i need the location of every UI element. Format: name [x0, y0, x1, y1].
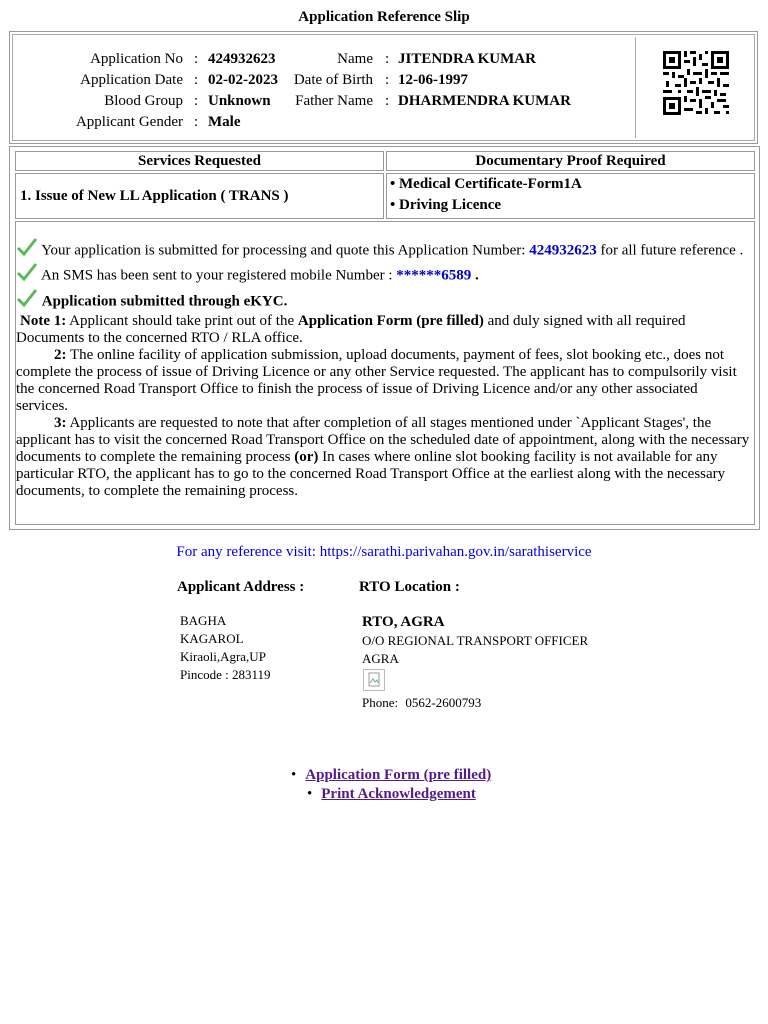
applicant-details-box — [9, 31, 758, 144]
address-line: BAGHA — [180, 613, 227, 628]
ekyc-text: Application submitted through eKYC. — [41, 293, 288, 310]
blood-group-label: Blood Group — [104, 93, 183, 109]
note-3 — [16, 415, 751, 500]
sms-text-end: . — [475, 267, 479, 284]
note-1-form: Application Form (pre filled) — [297, 313, 484, 329]
check-icon — [16, 237, 38, 257]
sms-text: An SMS has been sent to your registered mobile Number : — [40, 267, 393, 284]
note-2-text: The online facility of application submission, upload documents, payment of fees, slot booking etc., does not complete the process of issue of Driving Licence or any other Service requested. The applicant has to compulsorily visit the concerned Road Transport Office to finish the process of issue of Driving Licence and/or any other associated services. — [16, 347, 737, 414]
colon: : — [385, 93, 390, 109]
father-name-label: Father Name — [295, 93, 373, 109]
rto-heading: RTO Location : — [359, 579, 460, 595]
note-1-label: Note 1: — [20, 313, 67, 329]
note-3-label: 3: — [54, 415, 67, 431]
application-number-highlight: 424932623 — [529, 242, 597, 259]
applicant-details-inner — [12, 34, 755, 141]
gender-label: Applicant Gender — [75, 114, 183, 130]
note-1 — [16, 313, 751, 347]
qr-cell — [635, 37, 752, 138]
sms-message — [16, 266, 751, 286]
colon: : — [385, 72, 390, 88]
note-1-text: Applicant should take print out of the — [69, 313, 295, 329]
address-line: KAGAROL — [180, 631, 244, 646]
bullet: • — [307, 786, 313, 802]
proof-header: Documentary Proof Required — [386, 151, 755, 171]
link-item — [307, 786, 476, 803]
colon: : — [385, 51, 390, 67]
application-date-value: 02-02-2023 — [208, 72, 278, 88]
ekyc-message — [16, 292, 751, 312]
note-2 — [16, 347, 751, 415]
note-3-text: Applicants are requested to note that after completion of all stages mentioned under `Applicant Stages', the applicant has to visit the concerned Road Transport Office on the scheduled date of appointment, along with the necessary documents to complete the remaining process — [16, 415, 750, 465]
colon: : — [194, 72, 199, 88]
dob-label: Date of Birth — [293, 72, 373, 88]
application-form-link[interactable]: Application Form (pre filled) — [305, 767, 492, 783]
phone-value: 0562-2600793 — [405, 695, 482, 710]
proof-cell — [386, 173, 755, 219]
note-3-text-end: In cases where online slot booking facility is not available for any particular RTO, the applicant has to go to the concerned Road Transport Office at the earliest along with the necessary documents, to complete the remaining process. — [16, 449, 726, 499]
check-icon — [16, 288, 38, 308]
application-no-value: 424932623 — [208, 51, 276, 67]
address-heading: Applicant Address : — [177, 579, 305, 595]
note-2-label: 2: — [54, 347, 67, 363]
rto-office: O/O REGIONAL TRANSPORT OFFICER — [362, 633, 589, 648]
proof-item: • Medical Certificate-Form1A — [390, 176, 582, 192]
application-date-label: Application Date — [80, 72, 183, 88]
services-header: Services Requested — [15, 151, 384, 171]
proof-item: • Driving Licence — [390, 197, 502, 213]
application-no-label: Application No — [90, 51, 183, 67]
phone-label: Phone: — [362, 695, 399, 710]
name-value: JITENDRA KUMAR — [398, 51, 536, 67]
gender-value: Male — [208, 114, 241, 130]
rto-block — [362, 613, 588, 668]
broken-image-icon — [363, 669, 385, 691]
mobile-number: ******6589 — [396, 267, 472, 284]
service-item: 1. Issue of New LL Application ( TRANS ) — [20, 188, 289, 204]
colon: : — [194, 51, 199, 67]
address-line: Kiraoli,Agra,UP — [180, 649, 266, 664]
blood-group-value: Unknown — [208, 93, 271, 109]
applicant-info-right — [283, 49, 633, 113]
page-title: Application Reference Slip — [298, 9, 470, 25]
colon: : — [194, 114, 199, 130]
father-name-value: DHARMENDRA KUMAR — [398, 93, 571, 109]
address-block — [180, 612, 271, 684]
note-1-text-end: and duly signed with all required Documents to the concerned RTO / RLA office. — [16, 313, 686, 346]
bullet: • — [291, 767, 297, 783]
qr-code-icon — [662, 50, 730, 116]
link-item — [291, 767, 491, 784]
reference-link[interactable]: For any reference visit: https://sarathi.parivahan.gov.in/sarathiservice — [176, 544, 592, 560]
address-line: Pincode : 283119 — [180, 667, 271, 682]
image-placeholder-icon — [364, 670, 384, 690]
submitted-message — [16, 241, 751, 261]
check-icon — [16, 262, 38, 282]
rto-city: AGRA — [362, 651, 399, 666]
print-acknowledgement-link[interactable]: Print Acknowledgement — [321, 786, 476, 802]
service-cell — [15, 173, 384, 219]
rto-phone — [362, 694, 481, 712]
messages — [16, 241, 751, 500]
note-3-or: (or) — [294, 449, 319, 465]
dob-value: 12-06-1997 — [398, 72, 468, 88]
submitted-text: Your application is submitted for processing and quote this Application Number: — [41, 242, 526, 259]
name-label: Name — [337, 51, 373, 67]
services-box — [9, 146, 760, 530]
rto-name: RTO, AGRA — [362, 614, 445, 630]
colon: : — [194, 93, 199, 109]
submitted-text-end: for all future reference . — [600, 242, 744, 259]
